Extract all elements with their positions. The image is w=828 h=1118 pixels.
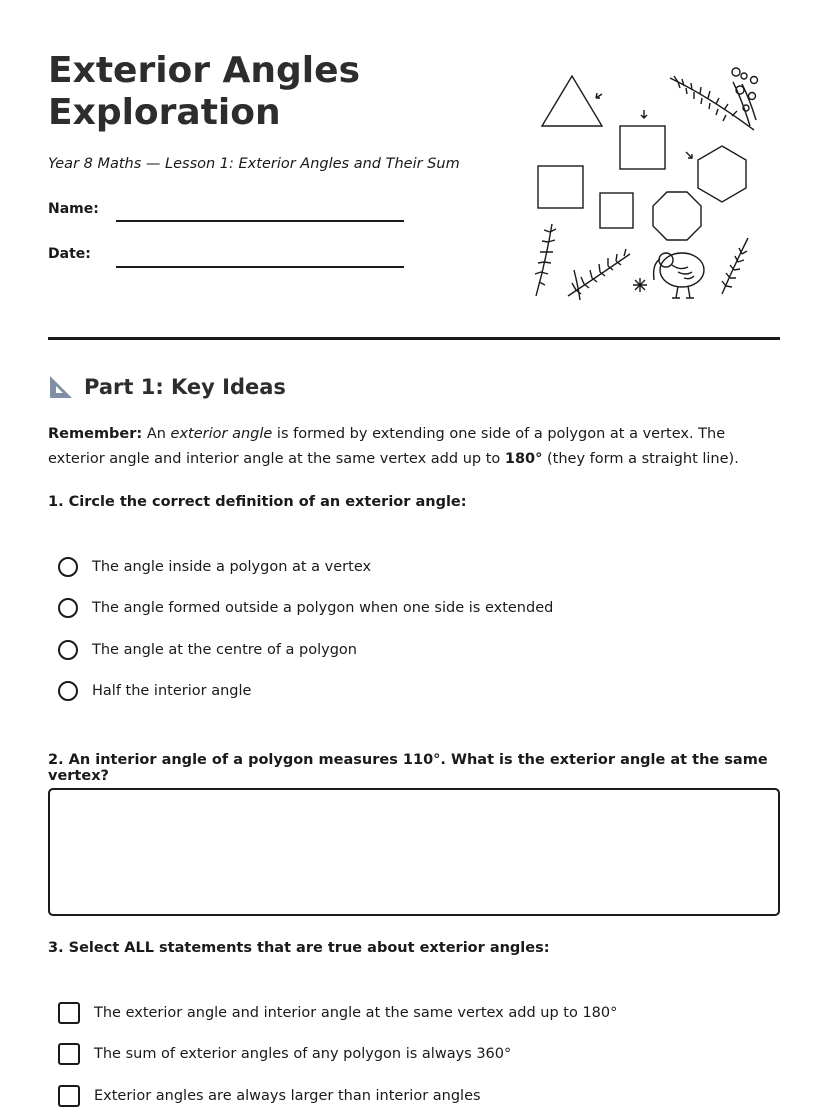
part-1-heading-text: Part 1: Key Ideas <box>84 375 286 399</box>
question-1: 1. Circle the correct definition of an exterior angle: <box>48 494 467 510</box>
square-shape <box>620 126 665 169</box>
title-line-1: Exterior Angles <box>48 50 360 91</box>
q1-option-label: The angle at the centre of a polygon <box>92 642 357 658</box>
hexagon-shape <box>698 146 746 202</box>
remember-value: 180° <box>504 451 543 467</box>
remember-text-1: An <box>142 426 171 442</box>
q1-option-1[interactable] <box>58 557 371 577</box>
question-3: 3. Select ALL statements that are true about exterior angles: <box>48 940 550 956</box>
q3-option-label: The sum of exterior angles of any polygon is always 360° <box>94 1046 512 1062</box>
polygons-illustration <box>528 60 768 310</box>
q3-option-1[interactable] <box>58 1002 617 1024</box>
q3-option-label: Exterior angles are always larger than interior angles <box>94 1088 481 1104</box>
date-label: Date: <box>48 246 91 262</box>
radio-button[interactable] <box>58 598 78 618</box>
q3-option-2[interactable] <box>58 1043 511 1065</box>
lesson-subtitle: Year 8 Maths — Lesson 1: Exterior Angles and Their Sum <box>48 156 460 172</box>
q3-option-3[interactable] <box>58 1085 481 1107</box>
arrow-icon <box>641 110 647 118</box>
radio-button[interactable] <box>58 681 78 701</box>
arrow-icon <box>686 152 692 158</box>
part-1-heading <box>48 374 286 400</box>
name-field[interactable] <box>116 220 404 222</box>
q2-answer-box[interactable] <box>48 788 780 916</box>
question-2: 2. An interior angle of a polygon measures 110°. What is the exterior angle at the same vertex? <box>48 752 768 784</box>
radio-button[interactable] <box>58 557 78 577</box>
worksheet-title <box>48 50 488 134</box>
title-line-2: Exploration <box>48 92 281 133</box>
q1-option-label: The angle inside a polygon at a vertex <box>92 559 372 575</box>
octagon-shape <box>653 192 701 240</box>
checkbox[interactable] <box>58 1043 80 1065</box>
remember-text-3: (they form a straight line). <box>542 451 739 467</box>
section-divider <box>48 337 780 340</box>
remember-text-2: is formed by extending one side of a polygon at a vertex. The exterior angle and interior angle at the same vertex add up to <box>48 426 726 467</box>
q1-option-3[interactable] <box>58 640 357 660</box>
q1-option-4[interactable] <box>58 681 251 701</box>
q1-option-2[interactable] <box>58 598 553 618</box>
kiwi-bird-shape <box>660 253 704 287</box>
checkbox[interactable] <box>58 1002 80 1024</box>
remember-lead: Remember: <box>48 426 143 442</box>
small-square-shape <box>600 193 633 228</box>
square-shape <box>538 166 583 208</box>
radio-button[interactable] <box>58 640 78 660</box>
remember-term: exterior angle <box>170 426 273 442</box>
q1-option-label: Half the interior angle <box>92 683 252 699</box>
q1-option-label: The angle formed outside a polygon when one side is extended <box>92 600 554 616</box>
set-square-icon <box>48 374 74 400</box>
q3-option-label: The exterior angle and interior angle at the same vertex add up to 180° <box>94 1005 618 1021</box>
checkbox[interactable] <box>58 1085 80 1107</box>
triangle-shape <box>542 76 602 126</box>
remember-note <box>48 422 780 472</box>
arrow-icon <box>596 93 602 98</box>
date-field[interactable] <box>116 266 404 268</box>
name-label: Name: <box>48 201 99 217</box>
